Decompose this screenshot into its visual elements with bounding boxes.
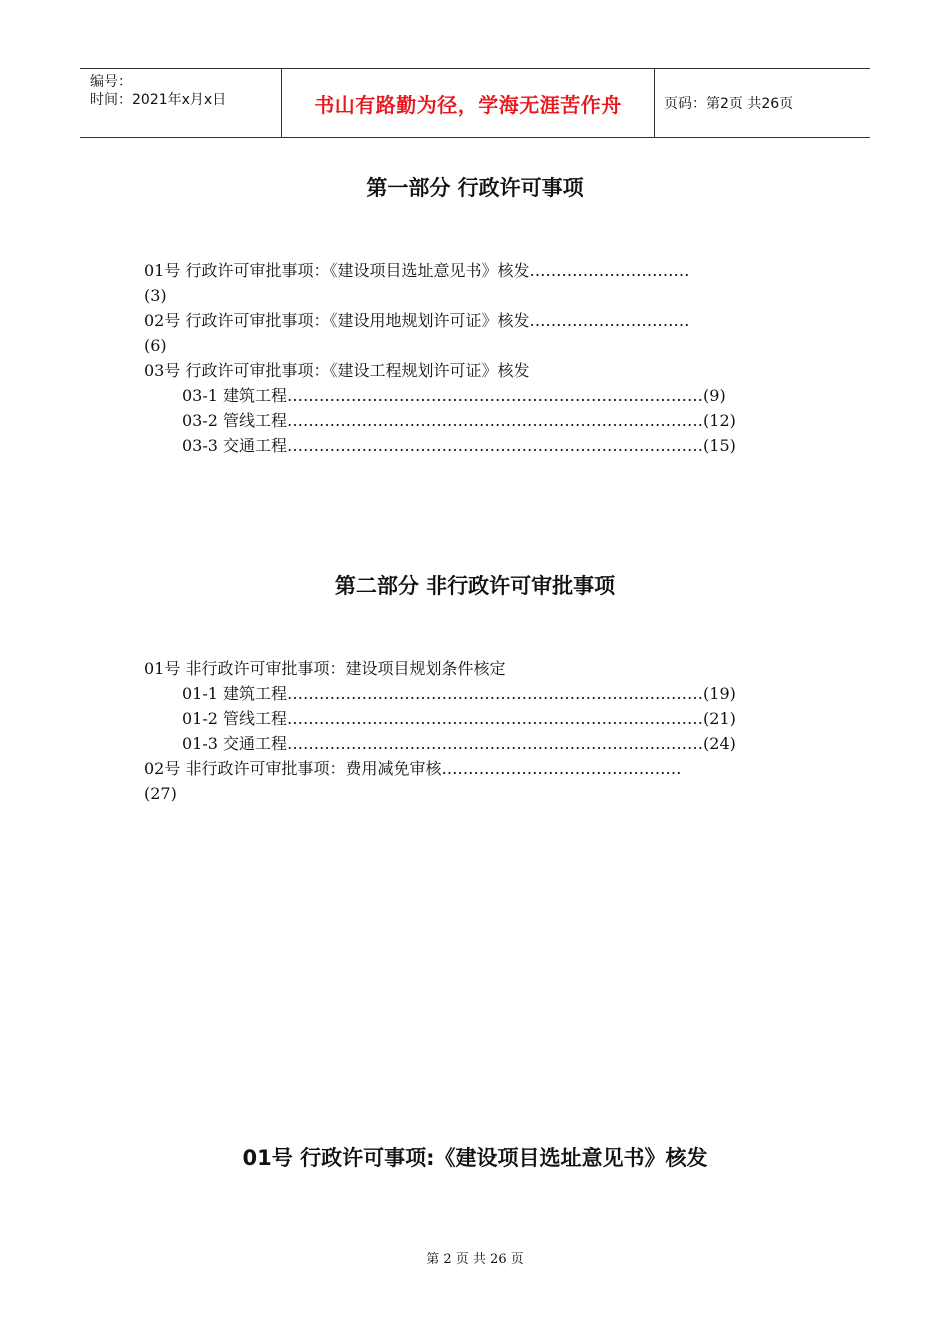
toc-entry-text: 02号 行政许可审批事项：《建设用地规划许可证》核发…………………………	[144, 311, 690, 330]
toc-entry-text: 01-2 管线工程……………………………………………………………………	[182, 709, 704, 728]
toc-entry-text: 01号 非行政许可审批事项：建设项目规划条件核定	[144, 659, 506, 678]
toc-entry-text: 01-1 建筑工程……………………………………………………………………	[182, 684, 704, 703]
toc-entry-text: 01-3 交通工程……………………………………………………………………	[182, 734, 704, 753]
part2-title: 第二部分 非行政许可审批事项	[334, 574, 616, 598]
page-footer: 第 2 页 共 26 页	[426, 1252, 524, 1267]
toc-entry-text: 03号 行政许可审批事项：《建设工程规划许可证》核发	[144, 361, 530, 380]
toc-entry[interactable]	[144, 433, 736, 458]
number-label: 编号：	[90, 74, 132, 90]
toc-entry-page: (9)	[703, 386, 726, 405]
toc-entry-page: (24)	[703, 734, 736, 753]
toc-entry[interactable]	[144, 258, 736, 283]
header-motto: 书山有路勤为径，学海无涯苦作舟	[281, 69, 655, 137]
part1-title: 第一部分 行政许可事项	[366, 176, 584, 200]
toc-entry-text: 03-1 建筑工程……………………………………………………………………	[182, 386, 704, 405]
part2-toc	[144, 656, 736, 806]
header-meta	[80, 69, 280, 137]
part1-toc	[144, 258, 736, 458]
toc-entry-text: 02号 非行政许可审批事项：费用减免审核………………………………………	[144, 759, 682, 778]
toc-entry-text: 01号 行政许可审批事项：《建设项目选址意见书》核发…………………………	[144, 261, 690, 280]
toc-entry-page: (21)	[703, 709, 736, 728]
toc-entry[interactable]	[144, 756, 736, 781]
toc-entry[interactable]	[144, 358, 736, 383]
toc-entry-page: (3)	[144, 286, 167, 305]
time-label: 时间：2021年x月x日	[90, 92, 227, 108]
toc-entry[interactable]	[144, 731, 736, 756]
toc-entry-page: (19)	[703, 684, 736, 703]
toc-entry[interactable]	[144, 656, 736, 681]
page-header	[80, 68, 870, 138]
toc-entry-page: (6)	[144, 336, 167, 355]
toc-entry[interactable]	[144, 308, 736, 333]
toc-entry[interactable]	[144, 681, 736, 706]
toc-entry[interactable]	[144, 383, 736, 408]
toc-entry-page: (15)	[703, 436, 736, 455]
header-page-info: 页码：第2页 共26页	[664, 96, 794, 112]
toc-entry[interactable]	[144, 408, 736, 433]
toc-entry-text: 03-3 交通工程……………………………………………………………………	[182, 436, 704, 455]
toc-entry-page: (12)	[703, 411, 736, 430]
toc-entry-text: 03-2 管线工程……………………………………………………………………	[182, 411, 704, 430]
section-title: 01号 行政许可事项:《建设项目选址意见书》核发	[242, 1146, 708, 1170]
toc-entry-page: (27)	[144, 784, 177, 803]
toc-entry[interactable]	[144, 706, 736, 731]
